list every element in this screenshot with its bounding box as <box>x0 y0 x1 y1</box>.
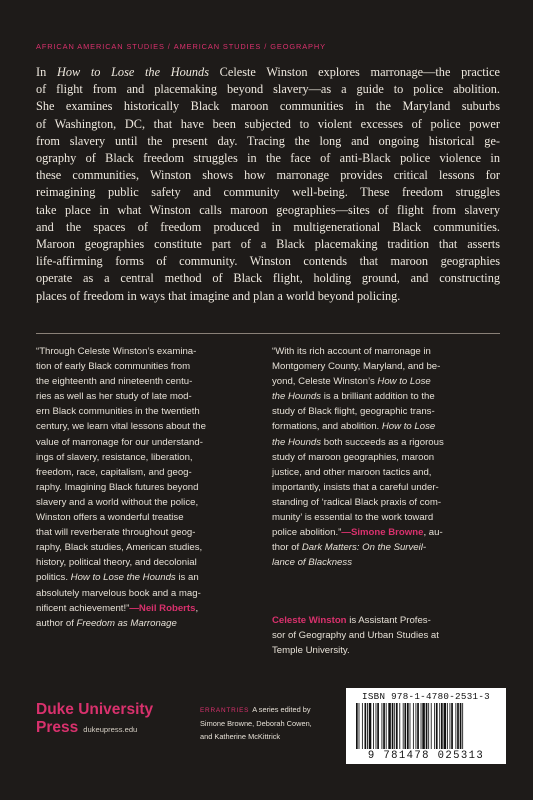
barcode-bar <box>359 703 360 749</box>
blurb-line: ern Black communities in the twentieth <box>36 406 200 418</box>
blurb-line: value of marronage for our understand- <box>36 436 203 448</box>
blurb-line: yond, Celeste Winston’s How to Lose <box>272 376 431 388</box>
barcode-bar <box>434 703 435 749</box>
endorser-name: —Simone Browne <box>341 527 424 539</box>
blurb-line: century, we learn vital lessons about the <box>36 421 206 433</box>
barcode-bar <box>356 703 358 749</box>
barcode-bar <box>422 703 425 749</box>
blurb-line: freedom, race, capitalism, and geog- <box>36 466 192 478</box>
blurb-line: raphy. Imagining Black futures beyond <box>36 481 199 493</box>
barcode-bar <box>455 703 456 749</box>
blurb-line: the eighteenth and nineteenth centu- <box>36 376 193 388</box>
section-divider <box>36 333 500 334</box>
barcode-bar <box>460 703 462 749</box>
book-title-italic: How to Lose the Hounds <box>56 65 209 79</box>
description-line: of Washington, DC, that have been subjected to violent excesses of police power <box>36 116 500 131</box>
book-title-italic: How to Lose <box>377 376 431 388</box>
barcode-bar <box>403 703 404 749</box>
barcode-bar <box>410 703 411 749</box>
blurb-line: thor of Dark Matters: On the Surveil- <box>272 542 427 554</box>
blurb-line <box>272 555 504 570</box>
endorsement-roberts <box>36 344 258 631</box>
bio-line: Celeste Winston is Assistant Profes- <box>272 615 431 626</box>
barcode-bar <box>413 703 414 749</box>
blurb-line: “Through Celeste Winston’s examina- <box>36 346 197 357</box>
barcode-bar <box>367 703 368 749</box>
barcode-bar <box>444 703 447 749</box>
endorser-book-title: Dark Matters: On the Surveil- <box>301 542 427 554</box>
publisher-name-line1: Duke University <box>36 701 154 718</box>
endorsement-browne <box>272 344 504 570</box>
barcode-bars <box>354 703 498 749</box>
barcode-bar <box>416 703 417 749</box>
barcode-bar <box>447 703 448 749</box>
barcode-bar <box>382 703 383 749</box>
barcode-bar <box>450 703 451 749</box>
barcode-bar <box>376 703 377 749</box>
barcode-bar <box>388 703 391 749</box>
barcode-bar <box>441 703 443 749</box>
author-bio <box>272 613 504 658</box>
barcode-bar <box>386 703 387 749</box>
category-separator: / <box>167 42 171 51</box>
blurb-line: Montgomery County, Maryland, and be- <box>272 361 441 373</box>
description-line: reimagining public safety and community well-being. These freedom struggles <box>36 185 500 200</box>
blurb-line: author of Freedom as Marronage <box>36 617 177 629</box>
series-line: and Katherine McKittrick <box>200 732 281 741</box>
description-line: and the spaces of freedom produced in multigenerational Black communities. <box>36 219 500 234</box>
subject-categories <box>36 42 326 51</box>
category-geography: GEOGRAPHY <box>270 42 326 51</box>
blurb-line: nificent achievement!”—Neil Roberts, <box>36 602 199 614</box>
barcode-bar <box>394 703 395 749</box>
blurb-line: slavery and a world without the police, <box>36 496 199 508</box>
blurb-line: ings of slavery, resistance, liberation, <box>36 451 193 463</box>
blurb-line: police abolition.”—Simone Browne, au- <box>272 527 443 539</box>
category-separator: / <box>264 42 268 51</box>
blurb-line: Winston offers a wonderful treatise <box>36 512 184 524</box>
isbn-barcode <box>346 688 506 764</box>
blurb-line: standing of ‘radical Black praxis of com- <box>272 496 442 508</box>
blurb-line: that will reverberate throughout geog- <box>36 527 196 539</box>
blurb-line: the Hounds is a brilliant addition to the <box>272 391 435 403</box>
barcode-bar <box>417 703 419 749</box>
barcode-bar <box>439 703 440 749</box>
barcode-bar <box>362 703 363 749</box>
barcode-bar <box>407 703 409 749</box>
blurb-line: politics. How to Lose the Hounds is an <box>36 572 199 584</box>
blurb-line: “With its rich account of marronage in <box>272 346 431 357</box>
blurb-line: history, political theory, and decolonial <box>36 557 197 569</box>
blurb-line: ries as well as her study of late mod- <box>36 391 192 403</box>
description-line: operate as a central method of Black flight, holding ground, and constructing <box>36 271 500 286</box>
book-description <box>36 64 500 305</box>
description-line: of flight from and placemaking beyond slavery—as a guide to police abolition. <box>36 82 500 97</box>
description-line: take place in what Winston calls maroon geographies—sites of flight from slavery <box>36 202 500 217</box>
book-title-italic: the Hounds <box>272 436 322 448</box>
barcode-bar <box>377 703 379 749</box>
endorser-book-title: Freedom as Marronage <box>76 617 177 629</box>
endorser-book-title: lance of Blackness <box>272 557 352 569</box>
publisher-name-line2: Press dukeupress.edu <box>36 719 138 736</box>
series-line: ERRANTRIES A series edited by <box>200 705 311 714</box>
blurb-line: study of maroon geographies, maroon <box>272 451 435 463</box>
publisher-logo <box>36 701 153 739</box>
book-title-italic: the Hounds <box>272 391 322 403</box>
barcode-bar <box>428 703 429 749</box>
barcode-bar <box>365 703 367 749</box>
barcode-bar <box>436 703 438 749</box>
series-info <box>200 703 340 743</box>
book-title-italic: How to Lose the Hounds <box>70 572 176 584</box>
barcode-bar <box>426 703 428 749</box>
category-african-american-studies: AFRICAN AMERICAN STUDIES <box>36 42 165 51</box>
barcode-bar <box>421 703 422 749</box>
book-title-italic: How to Lose <box>381 421 436 433</box>
description-line: places of freedom in ways that imagine and plan a world beyond policing. <box>36 288 401 303</box>
description-line: Maroon geographies constitute part of a Black placemaking tradition that asserts <box>36 237 500 252</box>
barcode-bar <box>462 703 463 749</box>
blurb-line: justice, and other maroon tactics and, <box>272 466 432 478</box>
barcode-bar <box>451 703 453 749</box>
blurb-line: raphy, Black studies, American studies, <box>36 542 203 554</box>
barcode-bar <box>383 703 385 749</box>
isbn-label: ISBN 978-1-4780-2531-3 <box>362 691 490 702</box>
blurb-line: formations, and abolition. How to Lose <box>272 421 436 433</box>
description-line: these communities, Winston shows how marronage provides critical lessons for <box>36 168 500 183</box>
series-name: ERRANTRIES <box>200 707 250 714</box>
barcode-bar <box>431 703 432 749</box>
publisher-url: dukeupress.edu <box>83 725 138 734</box>
bio-line: sor of Geography and Urban Studies at <box>272 630 439 642</box>
barcode-bar <box>392 703 394 749</box>
category-american-studies: AMERICAN STUDIES <box>173 42 262 51</box>
description-line: In How to Lose the Hounds Celeste Winston explores marronage—the practice <box>36 65 501 79</box>
description-line: from slavery until the present day. Tracing the long and ongoing historical ge- <box>36 133 500 148</box>
blurb-line: importantly, insists that a careful under- <box>272 481 439 493</box>
blurb-line: munity’ is essential to the work toward <box>272 512 434 524</box>
blurb-line: absolutely marvelous book and a mag- <box>36 587 201 599</box>
barcode-bar <box>373 703 374 749</box>
description-line: life-affirming forms of community. Winston contends that maroon geographies <box>36 254 500 269</box>
endorser-name: —Neil Roberts <box>129 602 196 614</box>
barcode-bar <box>404 703 406 749</box>
bio-line: Temple University. <box>272 645 350 657</box>
description-line: ography of Black freedom struggles in the face of anti-Black police violence in <box>36 151 500 166</box>
blurb-line: the Hounds both succeeds as a rigorous <box>272 436 444 448</box>
blurb-line: study of Black flight, geographic trans- <box>272 406 435 418</box>
author-name: Celeste Winston <box>272 615 347 626</box>
barcode-bar <box>457 703 459 749</box>
description-line: She examines historically Black maroon communities in the Maryland suburbs <box>36 99 500 114</box>
barcode-bar <box>399 703 400 749</box>
barcode-bar <box>369 703 372 749</box>
barcode-bar <box>396 703 398 749</box>
blurb-line: tion of early Black communities from <box>36 361 191 373</box>
series-line: Simone Browne, Deborah Cowen, <box>200 719 312 728</box>
barcode-digits: 9 781478 025313 <box>367 750 485 762</box>
